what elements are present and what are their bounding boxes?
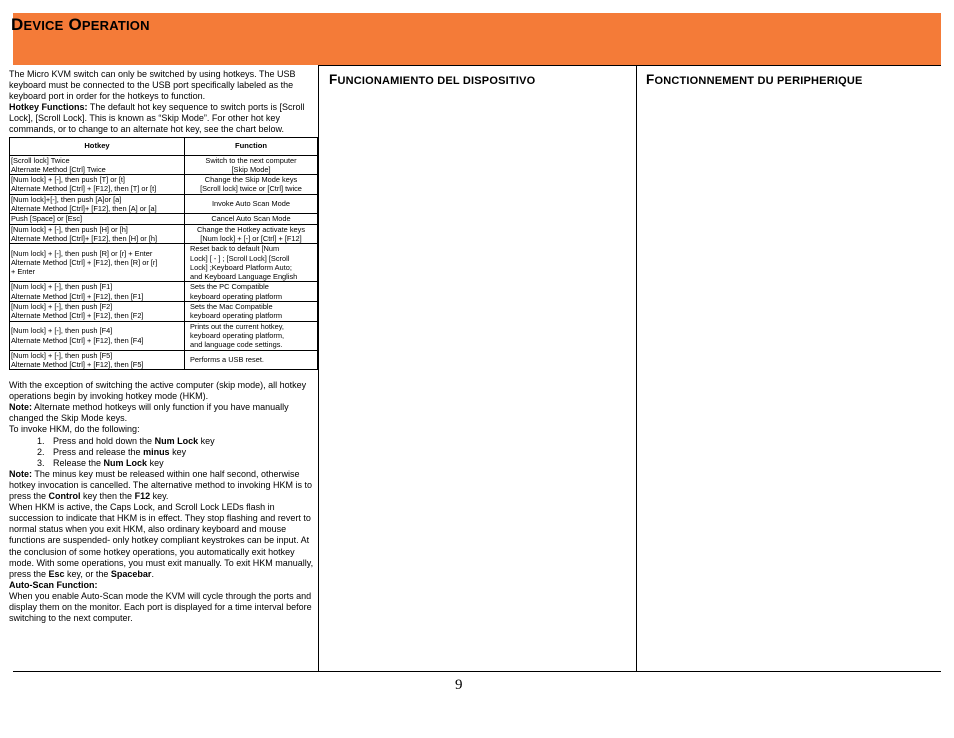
note-alternate: Note: Alternate method hotkeys will only function if you have manually changed the Skip Mode keys.	[9, 402, 289, 424]
hotkey-cell	[10, 194, 185, 214]
hotkey-line: Alternate Method [Ctrl]+ [F12], then [H] or [h]	[11, 233, 158, 243]
function-line: Sets the PC Compatible	[190, 282, 269, 292]
hotkey-line: [Num lock]+[-], then push [A]or [a]	[11, 194, 122, 204]
function-line: Cancel Auto Scan Mode	[211, 214, 291, 224]
function-line: Reset back to default [Num	[190, 244, 280, 254]
function-line: Lock] ;Keyboard Platform Auto;	[190, 262, 292, 272]
hotkey-line: Alternate Method [Ctrl] + [F12], then [R] or [r]	[11, 258, 158, 268]
hkm-active-paragraph: When HKM is active, the Caps Lock, and Scroll Lock LEDs flash in succession to indicate that HKM is in effect. They stop flashing and revert to normal status when you exit HKM, also ordinary keyboard and mouse functions are suspended- only hotkey compliant keystrokes can be input. At the conclusion of some hotkey operations, you automatically exit hotkey mode. With some operations, you must exit manually. To exit HKM manually, press the Esc key, or the Spacebar.	[9, 502, 314, 579]
list-item: 3. Release the Num Lock key	[47, 458, 318, 469]
table-row	[10, 194, 318, 214]
hotkey-cell	[10, 244, 185, 282]
table-row	[10, 321, 318, 350]
function-line: and language code settings.	[190, 340, 283, 350]
hotkey-table	[9, 137, 318, 371]
note-minus-key: Note: The minus key must be released within one half second, otherwise hotkey invocation is cancelled. The alternative method to invoking HKM is to press the Control key then the F12 key.	[9, 468, 312, 502]
hotkey-line: [Num lock] + [-], then push [R] or [r] + Enter	[11, 248, 153, 258]
hotkey-cell	[10, 155, 185, 175]
function-line: Performs a USB reset.	[190, 355, 264, 365]
function-line: keyboard operating platform	[190, 291, 283, 301]
hotkey-line: [Num lock] + [-], then push [F2]	[11, 302, 113, 312]
hotkey-cell	[10, 321, 185, 350]
hkm-paragraph: With the exception of switching the active computer (skip mode), all hotkey operations begin by invoking hotkey mode (HKM).	[9, 380, 307, 402]
hotkey-cell	[10, 350, 185, 370]
table-row	[10, 282, 318, 302]
hotkey-line: Alternate Method [Ctrl] + [F12], then [T] or [t]	[11, 184, 157, 194]
function-cell	[185, 194, 318, 214]
page-number: 9	[455, 677, 463, 693]
table-row	[10, 175, 318, 195]
hotkey-line: [Num lock] + [-], then push [H] or [h]	[11, 224, 128, 234]
hotkey-line: Alternate Method [Ctrl]+ [F12], then [A] or [a]	[11, 204, 157, 214]
hotkey-line: Push [Space] or [Esc]	[11, 214, 83, 224]
hotkey-functions-paragraph: Hotkey Functions: The default hot key sequence to switch ports is [Scroll Lock], [Scroll Lock]. This is known as “Skip Mode”. For other hot key commands, or to change to an alternate hot key, see the chart below.	[9, 102, 305, 135]
function-line: Sets the Mac Compatible	[190, 302, 273, 312]
function-column-header: Function	[185, 137, 318, 155]
function-line: Prints out the current hotkey,	[190, 321, 284, 331]
hotkey-line: Alternate Method [Ctrl] + [F12], then [F4]	[11, 335, 144, 345]
function-cell	[185, 244, 318, 282]
bottom-rule	[13, 671, 941, 672]
function-cell	[185, 282, 318, 302]
list-item: 1. Press and hold down the Num Lock key	[47, 436, 318, 447]
function-line: keyboard operating platform	[190, 311, 283, 321]
function-cell	[185, 214, 318, 224]
function-cell	[185, 155, 318, 175]
hotkey-line: [Num lock] + [-], then push [F1]	[11, 282, 113, 292]
table-row	[10, 214, 318, 224]
table-row	[10, 302, 318, 322]
function-cell	[185, 350, 318, 370]
function-cell	[185, 175, 318, 195]
table-header-row	[10, 137, 318, 155]
hotkey-cell	[10, 282, 185, 302]
invoke-steps-list	[9, 436, 318, 469]
function-line: Change the Skip Mode keys	[204, 175, 298, 185]
hotkey-line: Alternate Method [Ctrl] + [F12], then [F5]	[11, 359, 144, 369]
function-line: [Num lock] + [-] or [Ctrl] + [F12]	[200, 233, 302, 243]
hotkey-column-header: Hotkey	[10, 137, 185, 155]
hotkey-line: Alternate Method [Ctrl] Twice	[11, 164, 106, 174]
header-bar	[13, 13, 941, 65]
function-line: Lock] [ - ] ; [Scroll Lock] [Scroll	[190, 253, 290, 263]
autoscan-paragraph: When you enable Auto-Scan mode the KVM will cycle through the ports and display them on the monitor. Each port is displayed for a time interval before switching to the next computer.	[9, 590, 312, 624]
hotkey-line: Alternate Method [Ctrl] + [F12], then [F2]	[11, 311, 144, 321]
hotkey-cell	[10, 224, 185, 244]
spanish-heading: FUNCIONAMIENTO DEL DISPOSITIVO	[329, 72, 536, 87]
hotkey-line: [Scroll lock] Twice	[11, 155, 70, 165]
function-cell	[185, 321, 318, 350]
function-line: keyboard operating platform,	[190, 330, 285, 340]
page-title: DEVICE OPERATION	[11, 15, 150, 34]
hotkey-line: [Num lock] + [-], then push [F4]	[11, 326, 113, 336]
function-line: [Skip Mode]	[231, 164, 271, 174]
function-line: Change the Hotkey activate keys	[196, 224, 306, 234]
function-line: [Scroll lock] twice or [Ctrl] twice	[200, 184, 302, 194]
hotkey-cell	[10, 302, 185, 322]
list-item: 2. Press and release the minus key	[47, 447, 318, 458]
table-row	[10, 244, 318, 282]
hotkey-line: [Num lock] + [-], then push [T] or [t]	[11, 175, 125, 185]
invoke-hkm-text: To invoke HKM, do the following:	[9, 424, 140, 435]
hotkey-cell	[10, 175, 185, 195]
function-line: Switch to the next computer	[205, 155, 297, 165]
table-row	[10, 155, 318, 175]
function-cell	[185, 302, 318, 322]
function-line: Invoke Auto Scan Mode	[211, 199, 291, 209]
column-divider-2	[636, 65, 637, 672]
hotkey-line: [Num lock] + [-], then push [F5]	[11, 350, 113, 360]
table-row	[10, 224, 318, 244]
hotkey-cell	[10, 214, 185, 224]
hotkey-line: Alternate Method [Ctrl] + [F12], then [F1]	[11, 291, 144, 301]
column-divider-1	[318, 65, 319, 672]
french-heading: FONCTIONNEMENT DU PERIPHERIQUE	[646, 72, 863, 87]
top-rule	[318, 65, 941, 66]
intro-paragraph: The Micro KVM switch can only be switched by using hotkeys. The USB keyboard must be connected to the USB port specifically labeled as the keyboard port in order for the hotkeys to function.	[9, 69, 296, 102]
table-row	[10, 350, 318, 370]
autoscan-heading: Auto-Scan Function:	[9, 579, 98, 590]
function-cell	[185, 224, 318, 244]
hotkey-line: + Enter	[11, 267, 36, 277]
english-column	[9, 69, 318, 669]
function-line: and Keyboard Language English	[190, 272, 298, 282]
